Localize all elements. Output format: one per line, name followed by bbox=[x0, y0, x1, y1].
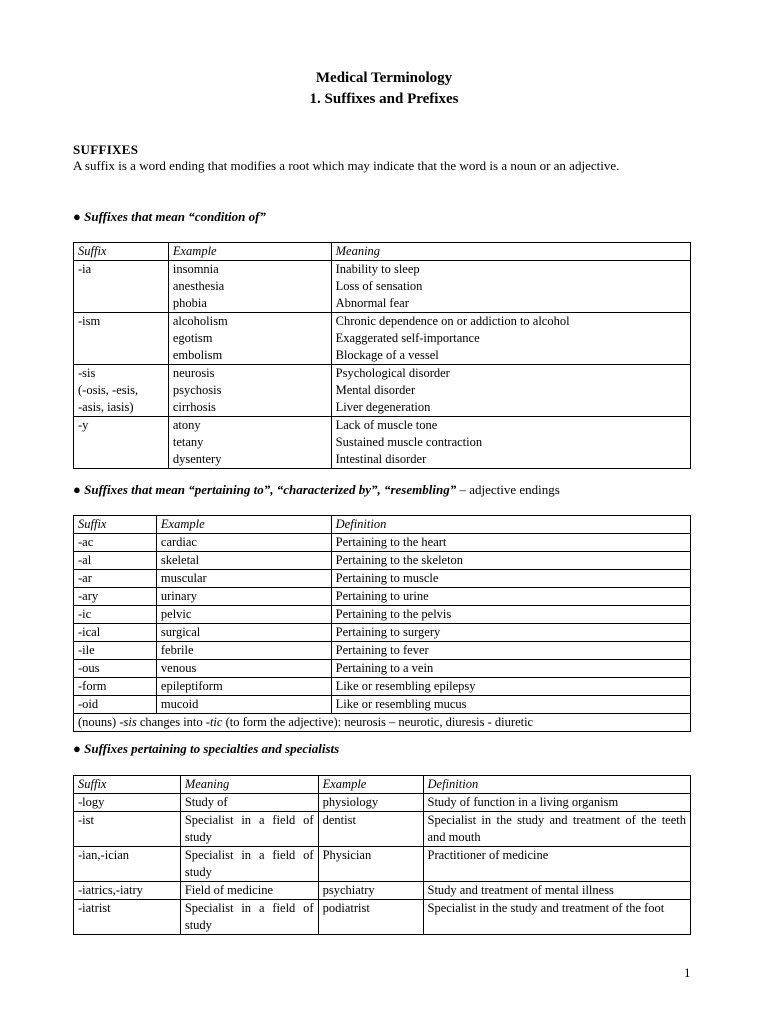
condition-of-table bbox=[73, 242, 691, 469]
table-row bbox=[74, 382, 691, 399]
example-cell: cardiac bbox=[156, 534, 331, 552]
definition-cell: Specialist in the study and treatment of the foot bbox=[423, 900, 691, 935]
meaning-cell: Mental disorder bbox=[331, 382, 690, 399]
header-cell: Suffix bbox=[74, 243, 169, 261]
definition-cell: Study of function in a living organism bbox=[423, 794, 691, 812]
definition-cell: Specialist in the study and treatment of the teeth and mouth bbox=[423, 812, 691, 847]
suffix-cell: -ist bbox=[74, 812, 181, 847]
header-cell: Example bbox=[156, 516, 331, 534]
note-text: (to form the adjective): neurosis – neurotic, diuresis - diuretic bbox=[222, 715, 534, 729]
definition-cell: Pertaining to fever bbox=[331, 642, 690, 660]
meaning-cell: Intestinal disorder bbox=[331, 451, 690, 469]
meaning-cell: Sustained muscle contraction bbox=[331, 434, 690, 451]
definition-cell: Pertaining to urine bbox=[331, 588, 690, 606]
meaning-cell: Specialist in a field of study bbox=[180, 847, 318, 882]
table-row bbox=[74, 313, 691, 331]
example-cell: insomnia bbox=[168, 261, 331, 279]
table-row bbox=[74, 434, 691, 451]
header-cell: Suffix bbox=[74, 776, 181, 794]
header-cell: Definition bbox=[423, 776, 691, 794]
suffix-cell: -iatrics,-iatry bbox=[74, 882, 181, 900]
table-row bbox=[74, 570, 691, 588]
example-cell: podiatrist bbox=[318, 900, 423, 935]
header-cell: Definition bbox=[331, 516, 690, 534]
suffix-cell: -iatrist bbox=[74, 900, 181, 935]
note-italic: tic bbox=[209, 715, 223, 729]
table-row bbox=[74, 365, 691, 383]
page-number: 1 bbox=[684, 965, 691, 980]
example-cell: dysentery bbox=[168, 451, 331, 469]
table-row bbox=[74, 794, 691, 812]
table-row bbox=[74, 261, 691, 279]
example-cell: venous bbox=[156, 660, 331, 678]
header-cell: Example bbox=[168, 243, 331, 261]
example-cell: cirrhosis bbox=[168, 399, 331, 417]
example-cell: embolism bbox=[168, 347, 331, 365]
table-row bbox=[74, 882, 691, 900]
example-cell: anesthesia bbox=[168, 278, 331, 295]
example-cell: skeletal bbox=[156, 552, 331, 570]
document-subtitle: 1. Suffixes and Prefixes bbox=[309, 91, 459, 107]
table-row bbox=[74, 642, 691, 660]
meaning-cell: Study of bbox=[180, 794, 318, 812]
suffix-cell: -al bbox=[74, 552, 157, 570]
meaning-cell: Loss of sensation bbox=[331, 278, 690, 295]
suffix-cell: -ian,-ician bbox=[74, 847, 181, 882]
bullet-icon: ● bbox=[73, 482, 81, 497]
example-cell: phobia bbox=[168, 295, 331, 313]
table-row bbox=[74, 399, 691, 417]
meaning-cell: Chronic dependence on or addiction to alcohol bbox=[331, 313, 690, 331]
example-cell: psychiatry bbox=[318, 882, 423, 900]
definition-cell: Pertaining to the pelvis bbox=[331, 606, 690, 624]
table-row bbox=[74, 295, 691, 313]
table3-heading bbox=[73, 741, 339, 757]
table-row bbox=[74, 330, 691, 347]
header-cell: Meaning bbox=[331, 243, 690, 261]
suffix-cell bbox=[74, 434, 169, 451]
suffix-cell: -ary bbox=[74, 588, 157, 606]
suffix-cell: -ac bbox=[74, 534, 157, 552]
example-cell: physiology bbox=[318, 794, 423, 812]
table-note-row bbox=[74, 714, 691, 732]
example-cell: surgical bbox=[156, 624, 331, 642]
note-text: (nouns) - bbox=[78, 715, 124, 729]
example-cell: pelvic bbox=[156, 606, 331, 624]
table-row bbox=[74, 812, 691, 847]
suffix-cell: -ous bbox=[74, 660, 157, 678]
table-row bbox=[74, 588, 691, 606]
bullet-icon: ● bbox=[73, 741, 81, 756]
note-cell bbox=[74, 714, 691, 732]
definition-cell: Like or resembling epilepsy bbox=[331, 678, 690, 696]
example-cell: tetany bbox=[168, 434, 331, 451]
table-row bbox=[74, 847, 691, 882]
specialties-table bbox=[73, 775, 691, 935]
definition-cell: Like or resembling mucus bbox=[331, 696, 690, 714]
meaning-cell: Blockage of a vessel bbox=[331, 347, 690, 365]
table3-heading-text: Suffixes pertaining to specialties and specialists bbox=[84, 741, 340, 756]
suffix-cell: -ical bbox=[74, 624, 157, 642]
document-title: Medical Terminology bbox=[315, 70, 453, 86]
bullet-icon: ● bbox=[73, 209, 81, 224]
example-cell: mucoid bbox=[156, 696, 331, 714]
table-row bbox=[74, 451, 691, 469]
definition-cell: Pertaining to surgery bbox=[331, 624, 690, 642]
table-header-row bbox=[74, 516, 691, 534]
table2-heading-text: Suffixes that mean “pertaining to”, “characterized by”, “resembling” bbox=[84, 482, 457, 497]
table-header-row bbox=[74, 243, 691, 261]
definition-cell: Pertaining to the heart bbox=[331, 534, 690, 552]
meaning-cell: Lack of muscle tone bbox=[331, 417, 690, 435]
suffix-cell: -ic bbox=[74, 606, 157, 624]
table2-heading-tail: – adjective endings bbox=[456, 482, 560, 497]
suffix-cell: -logy bbox=[74, 794, 181, 812]
meaning-cell: Exaggerated self-importance bbox=[331, 330, 690, 347]
example-cell: Physician bbox=[318, 847, 423, 882]
header-cell: Example bbox=[318, 776, 423, 794]
example-cell: neurosis bbox=[168, 365, 331, 383]
example-cell: urinary bbox=[156, 588, 331, 606]
table-row bbox=[74, 417, 691, 435]
table-row bbox=[74, 660, 691, 678]
table-row bbox=[74, 678, 691, 696]
header-cell: Suffix bbox=[74, 516, 157, 534]
suffix-cell: -oid bbox=[74, 696, 157, 714]
meaning-cell: Abnormal fear bbox=[331, 295, 690, 313]
meaning-cell: Liver degeneration bbox=[331, 399, 690, 417]
table-row bbox=[74, 624, 691, 642]
header-cell: Meaning bbox=[180, 776, 318, 794]
table-header-row bbox=[74, 776, 691, 794]
suffix-cell bbox=[74, 347, 169, 365]
adjective-endings-table bbox=[73, 515, 691, 732]
suffix-cell: (-osis, -esis, bbox=[74, 382, 169, 399]
definition-cell: Study and treatment of mental illness bbox=[423, 882, 691, 900]
note-italic: sis bbox=[123, 715, 137, 729]
definition-cell: Pertaining to a vein bbox=[331, 660, 690, 678]
section-heading: SUFFIXES bbox=[73, 142, 139, 157]
meaning-cell: Inability to sleep bbox=[331, 261, 690, 279]
table-row bbox=[74, 900, 691, 935]
example-cell: alcoholism bbox=[168, 313, 331, 331]
table-row bbox=[74, 534, 691, 552]
suffix-cell: -form bbox=[74, 678, 157, 696]
suffix-cell bbox=[74, 451, 169, 469]
example-cell: egotism bbox=[168, 330, 331, 347]
definition-cell: Pertaining to the skeleton bbox=[331, 552, 690, 570]
example-cell: psychosis bbox=[168, 382, 331, 399]
suffix-cell: -ism bbox=[74, 313, 169, 331]
example-cell: epileptiform bbox=[156, 678, 331, 696]
meaning-cell: Psychological disorder bbox=[331, 365, 690, 383]
example-cell: muscular bbox=[156, 570, 331, 588]
meaning-cell: Specialist in a field of study bbox=[180, 812, 318, 847]
example-cell: febrile bbox=[156, 642, 331, 660]
table-row bbox=[74, 347, 691, 365]
suffix-cell bbox=[74, 295, 169, 313]
suffix-cell: -sis bbox=[74, 365, 169, 383]
suffix-cell: -y bbox=[74, 417, 169, 435]
suffix-cell: -ar bbox=[74, 570, 157, 588]
meaning-cell: Specialist in a field of study bbox=[180, 900, 318, 935]
suffix-cell bbox=[74, 278, 169, 295]
note-text: changes into - bbox=[136, 715, 210, 729]
table2-heading bbox=[73, 482, 560, 498]
table-row bbox=[74, 552, 691, 570]
suffix-cell: -asis, iasis) bbox=[74, 399, 169, 417]
suffix-cell: -ia bbox=[74, 261, 169, 279]
table-row bbox=[74, 606, 691, 624]
table-row bbox=[74, 696, 691, 714]
example-cell: atony bbox=[168, 417, 331, 435]
meaning-cell: Field of medicine bbox=[180, 882, 318, 900]
table1-heading-text: Suffixes that mean “condition of” bbox=[84, 209, 266, 224]
suffix-cell: -ile bbox=[74, 642, 157, 660]
suffix-cell bbox=[74, 330, 169, 347]
table1-heading bbox=[73, 209, 266, 225]
definition-cell: Practitioner of medicine bbox=[423, 847, 691, 882]
intro-paragraph: A suffix is a word ending that modifies a root which may indicate that the word is a noun or an adjective. bbox=[73, 158, 620, 173]
definition-cell: Pertaining to muscle bbox=[331, 570, 690, 588]
table-row bbox=[74, 278, 691, 295]
example-cell: dentist bbox=[318, 812, 423, 847]
